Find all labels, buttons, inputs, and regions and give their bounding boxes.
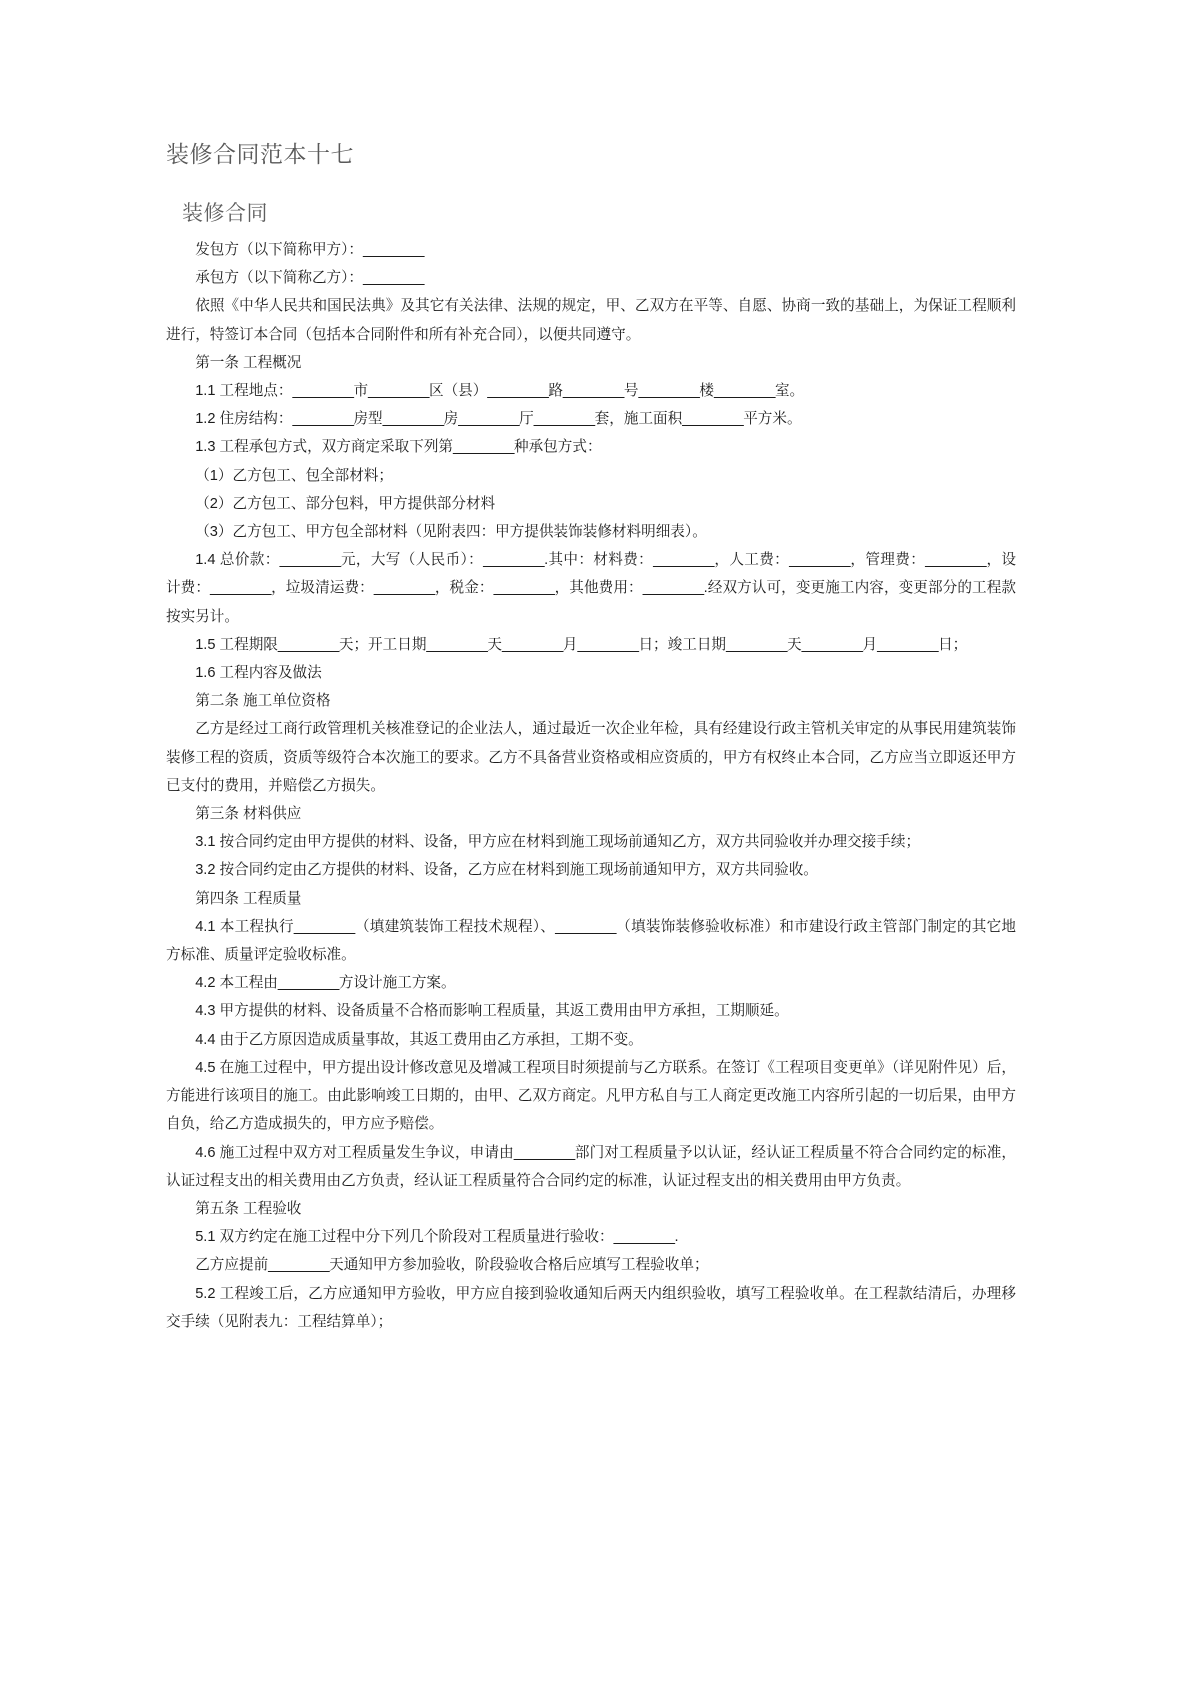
fill-in-blank: ________ [513,1144,575,1161]
contract-paragraph: 4.6 施工过程中双方对工程质量发生争议，申请由________部门对工程质量予以认证，经认证工程质量不符合合同约定的标准，认证过程支出的相关费用由乙方负责，经认证工程质量符合合同约定的标准，认证过程支出的相关费用由甲方负责。 [166,1144,1016,1189]
contract-paragraph: 乙方是经过工商行政管理机关核准登记的企业法人，通过最近一次企业年检，具有经建设行政主管机关审定的从事民用建筑装饰装修工程的资质，资质等级符合本次施工的要求。乙方不具备营业资格或相应资质的，甲方有权终止本合同，乙方应当立即返还甲方已支付的费用，并赔偿乙方损失。 [166,721,1016,794]
fill-in-blank: ________ [642,580,704,597]
contract-paragraph: 3.1 按合同约定由甲方提供的材料、设备，甲方应在材料到施工现场前通知乙方，双方共同验收并办理交接手续； [195,834,921,851]
contract-paragraph: （3）乙方包工、甲方包全部材料（见附表四：甲方提供装饰装修材料明细表）。 [195,524,707,541]
contract-paragraph: 1.4 总价款：________元，大写（人民币）：________.其中：材料费：________，人工费：________，管理费：________，设计费：________，垃圾清运费：________，税金：________，其他费用：________.经双方认可，变更施工内容，变更部分的工程款按实另计。 [166,552,1016,625]
contract-paragraph: 承包方（以下简称乙方）：________ [195,270,424,287]
fill-in-blank: ________ [487,383,549,400]
fill-in-blank: ________ [277,636,339,653]
contract-paragraph: 乙方应提前________天通知甲方参加验收，阶段验收合格后应填写工程验收单； [195,1257,709,1274]
fill-in-blank: ________ [493,580,555,597]
contract-paragraph: 5.1 双方约定在施工过程中分下列几个阶段对工程质量进行验收：________. [195,1229,679,1246]
fill-in-blank: ________ [293,918,355,935]
fill-in-blank: ________ [292,383,354,400]
contract-paragraph: 依照《中华人民共和国民法典》及其它有关法律、法规的规定，甲、乙双方在平等、自愿、协商一致的基础上，为保证工程顺利进行，特签订本合同（包括本合同附件和所有补充合同），以便共同遵守。 [166,298,1016,343]
fill-in-blank: ________ [277,975,339,992]
fill-in-blank: ________ [453,439,514,456]
contract-paragraph: 第五条 工程验收 [195,1200,302,1217]
contract-paragraph: 1.5 工程期限________天；开工日期________天________月________日；竣工日期________天________月________日； [195,636,968,653]
fill-in-blank: ________ [292,411,354,428]
contract-paragraph: 1.6 工程内容及做法 [195,665,322,682]
contract-paragraph: （1）乙方包工、包全部材料； [195,467,394,484]
fill-in-blank: ________ [363,242,424,258]
contract-paragraph: 4.2 本工程由________方设计施工方案。 [195,975,456,992]
fill-in-blank: ________ [501,636,563,653]
fill-in-blank: ________ [368,383,429,400]
fill-in-blank: ________ [483,552,545,569]
contract-paragraph: 第三条 材料供应 [195,806,302,823]
contract-paragraph: （2）乙方包工、部分包料，甲方提供部分材料 [195,495,496,512]
fill-in-blank: ________ [714,383,775,400]
fill-in-blank: ________ [877,636,939,653]
fill-in-blank: ________ [458,411,520,428]
contract-paragraph: 1.1 工程地点：________市________区（县）________路________号________楼________室。 [195,383,805,400]
fill-in-blank: ________ [925,552,987,569]
contract-paragraph: 第二条 施工单位资格 [195,693,331,710]
fill-in-blank: ________ [268,1257,330,1274]
fill-in-blank: ________ [555,918,617,935]
contract-heading: 装修合同 [182,201,268,225]
contract-paragraph: 发包方（以下简称甲方）：________ [195,242,424,258]
contract-paragraph: 第一条 工程概况 [195,354,302,371]
fill-in-blank: ________ [577,636,639,653]
fill-in-blank: ________ [682,411,744,428]
fill-in-blank: ________ [562,383,624,400]
contract-body [166,236,1016,1336]
contract-paragraph: 5.2 工程竣工后，乙方应通知甲方验收，甲方应自接到验收通知后两天内组织验收，填写工程验收单。在工程款结清后，办理移交手续（见附表九：工程结算单）； [166,1285,1016,1330]
page-title: 装修合同范本十七 [166,142,354,167]
fill-in-blank: ________ [279,552,341,569]
contract-paragraph: 4.4 由于乙方原因造成质量事故，其返工费用由乙方承担，工期不变。 [195,1031,643,1048]
fill-in-blank: ________ [726,636,787,653]
contract-paragraph: 4.5 在施工过程中，甲方提出设计修改意见及增减工程项目时须提前与乙方联系。在签订《工程项目变更单》（详见附件见）后，方能进行该项目的施工。由此影响竣工日期的，由甲、乙双方商定。凡甲方私自与工人商定更改施工内容所引起的一切后果，由甲方自负，给乙方造成损失的，甲方应予赔偿。 [166,1059,1016,1133]
fill-in-blank: ________ [638,383,700,400]
contract-paragraph: 4.3 甲方提供的材料、设备质量不合格而影响工程质量，其返工费用由甲方承担，工期顺延。 [195,1003,789,1020]
fill-in-blank: ________ [533,411,595,428]
fill-in-blank: ________ [363,270,424,287]
fill-in-blank: ________ [373,580,435,597]
fill-in-blank: ________ [382,411,444,428]
fill-in-blank: ________ [426,636,488,653]
contract-paragraph: 第四条 工程质量 [195,890,302,907]
contract-paragraph: 1.3 工程承包方式，双方商定采取下列第________种承包方式： [195,439,602,456]
contract-paragraph: 1.2 住房结构：________房型________房________厅________套，施工面积________平方米。 [195,411,802,428]
contract-paragraph: 3.2 按合同约定由乙方提供的材料、设备，乙方应在材料到施工现场前通知甲方，双方共同验收。 [195,862,818,879]
document-content [166,138,1016,1336]
contract-paragraph: 4.1 本工程执行________（填建筑装饰工程技术规程）、________（填装饰装修验收标准）和市建设行政主管部门制定的其它地方标准、质量评定验收标准。 [166,918,1017,964]
fill-in-blank: ________ [210,580,271,597]
fill-in-blank: ________ [653,552,715,569]
fill-in-blank: ________ [613,1229,675,1246]
fill-in-blank: ________ [789,552,851,569]
fill-in-blank: ________ [801,636,863,653]
